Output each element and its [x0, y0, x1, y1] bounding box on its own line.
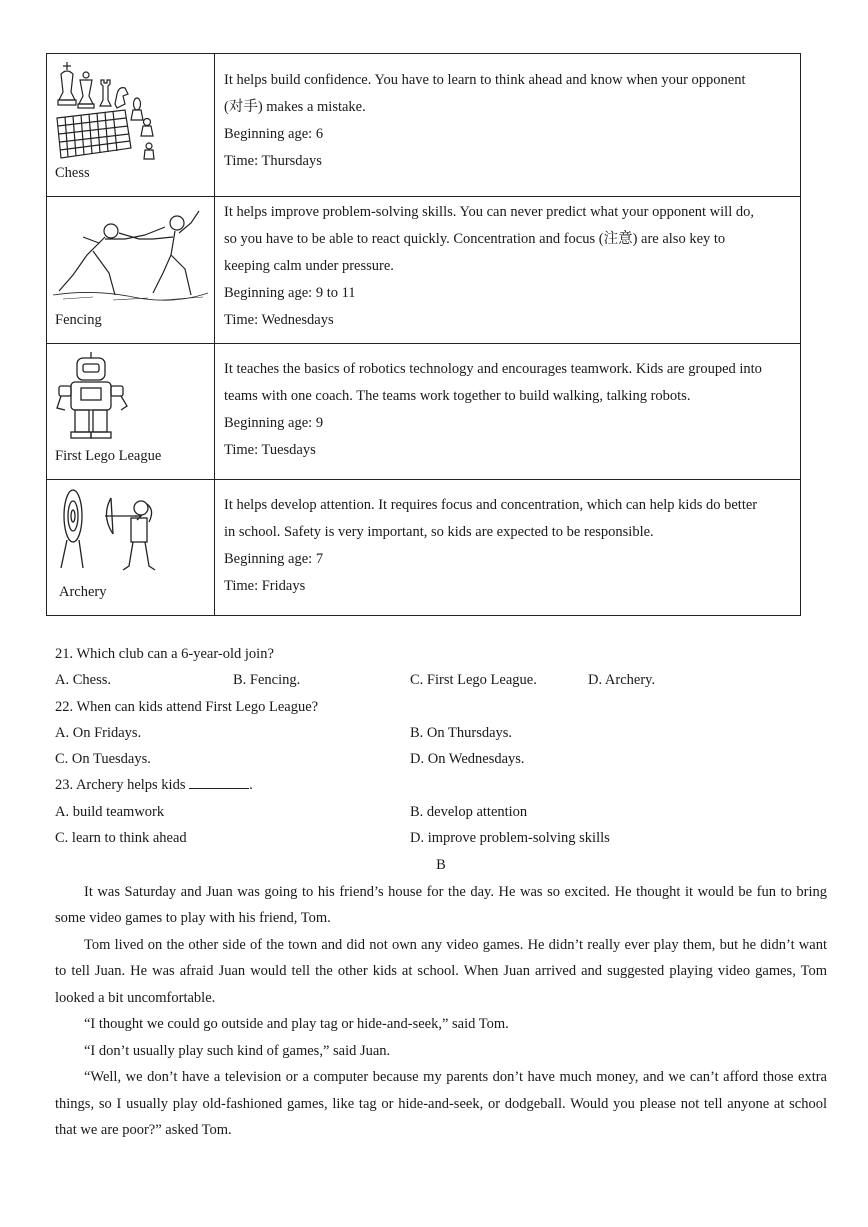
- questions: [55, 641, 825, 851]
- club-time: Time: Fridays: [224, 578, 306, 594]
- club-description-line: It helps improve problem-solving skills. You can never predict what your opponent will do,: [224, 204, 754, 220]
- club-picture-cell: [47, 480, 215, 616]
- option-a: A. build teamwork: [55, 803, 165, 820]
- club-beginning-age: Beginning age: 9 to 11: [224, 285, 356, 301]
- club-name: Archery: [59, 584, 107, 600]
- reading-passage: [55, 852, 827, 1144]
- answer-options: [55, 746, 825, 772]
- club-name: First Lego League: [55, 448, 162, 464]
- passage-paragraph: “Well, we don’t have a television or a computer because my parents don’t have much money, and we can’t afford those extra things, so I usually play old-fashioned games, like tag or hide-and-seek, or dodgeball. Would you please not tell anyone at school that we are poor?” asked Tom.: [55, 1069, 827, 1138]
- club-picture-cell: [47, 197, 215, 344]
- club-row-archery: [47, 480, 801, 616]
- club-row-chess: [47, 54, 801, 197]
- answer-options: [55, 799, 825, 825]
- question-stem: 22. When can kids attend First Lego League?: [55, 698, 319, 715]
- club-time: Time: Thursdays: [224, 153, 322, 169]
- option-d: D. Archery.: [588, 672, 656, 689]
- club-beginning-age: Beginning age: 6: [224, 126, 324, 142]
- option-a: A. Chess.: [55, 672, 111, 689]
- passage-paragraph: “I thought we could go outside and play tag or hide-and-seek,” said Tom.: [84, 1016, 509, 1032]
- club-beginning-age: Beginning age: 7: [224, 551, 324, 567]
- chess-pieces-icon: [53, 60, 163, 165]
- answer-blank: [189, 772, 249, 789]
- option-c: C. learn to think ahead: [55, 830, 187, 847]
- option-a: A. On Fridays.: [55, 724, 142, 741]
- club-description-line: It teaches the basics of robotics technology and encourages teamwork. Kids are grouped into: [224, 361, 762, 377]
- club-description-line: keeping calm under pressure.: [224, 258, 394, 274]
- club-beginning-age: Beginning age: 9: [224, 415, 324, 431]
- club-description-line: in school. Safety is very important, so kids are expected to be responsible.: [224, 524, 654, 540]
- robot-icon: [53, 350, 143, 442]
- club-row-first-lego-league: [47, 344, 801, 480]
- passage-paragraph: It was Saturday and Juan was going to his friend’s house for the day. He was so excited. He thought it would be fun to bring some video games to play with his friend, Tom.: [55, 883, 827, 926]
- club-description-line: (对手) makes a mistake.: [224, 99, 366, 115]
- club-time: Time: Tuesdays: [224, 442, 316, 458]
- answer-options: [55, 720, 825, 746]
- club-time: Time: Wednesdays: [224, 312, 334, 328]
- club-description-cell: [215, 54, 801, 197]
- clubs-table: [46, 53, 801, 616]
- club-description-cell: [215, 480, 801, 616]
- question-stem: 23. Archery helps kids .: [55, 772, 825, 798]
- answer-options: [55, 667, 825, 693]
- option-c: C. First Lego League.: [410, 672, 537, 689]
- option-b: B. On Thursdays.: [410, 724, 513, 741]
- fencers-icon: [53, 203, 208, 303]
- club-description-cell: [215, 197, 801, 344]
- question-stem: 21. Which club can a 6-year-old join?: [55, 646, 274, 662]
- answer-options: [55, 825, 825, 851]
- club-name: Chess: [55, 165, 90, 181]
- passage-paragraph: Tom lived on the other side of the town and did not own any video games. He didn’t really ever play them, but he didn’t want to tell Juan. He was afraid Juan would tell the other kids at school. When Juan arrived and suggested playing video games, Tom looked a bit uncomfortable.: [55, 936, 827, 1006]
- club-name: Fencing: [55, 312, 102, 328]
- club-description-line: teams with one coach. The teams work together to build walking, talking robots.: [224, 388, 691, 404]
- option-d: D. On Wednesdays.: [410, 751, 525, 768]
- club-description-cell: [215, 344, 801, 480]
- club-picture-cell: [47, 54, 215, 197]
- option-d: D. improve problem-solving skills: [410, 830, 610, 847]
- section-letter: B: [436, 857, 446, 873]
- club-description-line: It helps build confidence. You have to learn to think ahead and know when your opponent: [224, 72, 746, 88]
- club-picture-cell: [47, 344, 215, 480]
- passage-paragraph: “I don’t usually play such kind of games,” said Juan.: [84, 1042, 391, 1059]
- option-b: B. develop attention: [410, 803, 528, 820]
- option-b: B. Fencing.: [233, 672, 301, 689]
- club-description-line: so you have to be able to react quickly. Concentration and focus (注意) are also key to: [224, 231, 726, 247]
- archer-target-icon: [53, 486, 163, 578]
- club-description-line: It helps develop attention. It requires focus and concentration, which can help kids do better: [224, 497, 758, 513]
- club-row-fencing: [47, 197, 801, 344]
- option-c: C. On Tuesdays.: [55, 751, 151, 768]
